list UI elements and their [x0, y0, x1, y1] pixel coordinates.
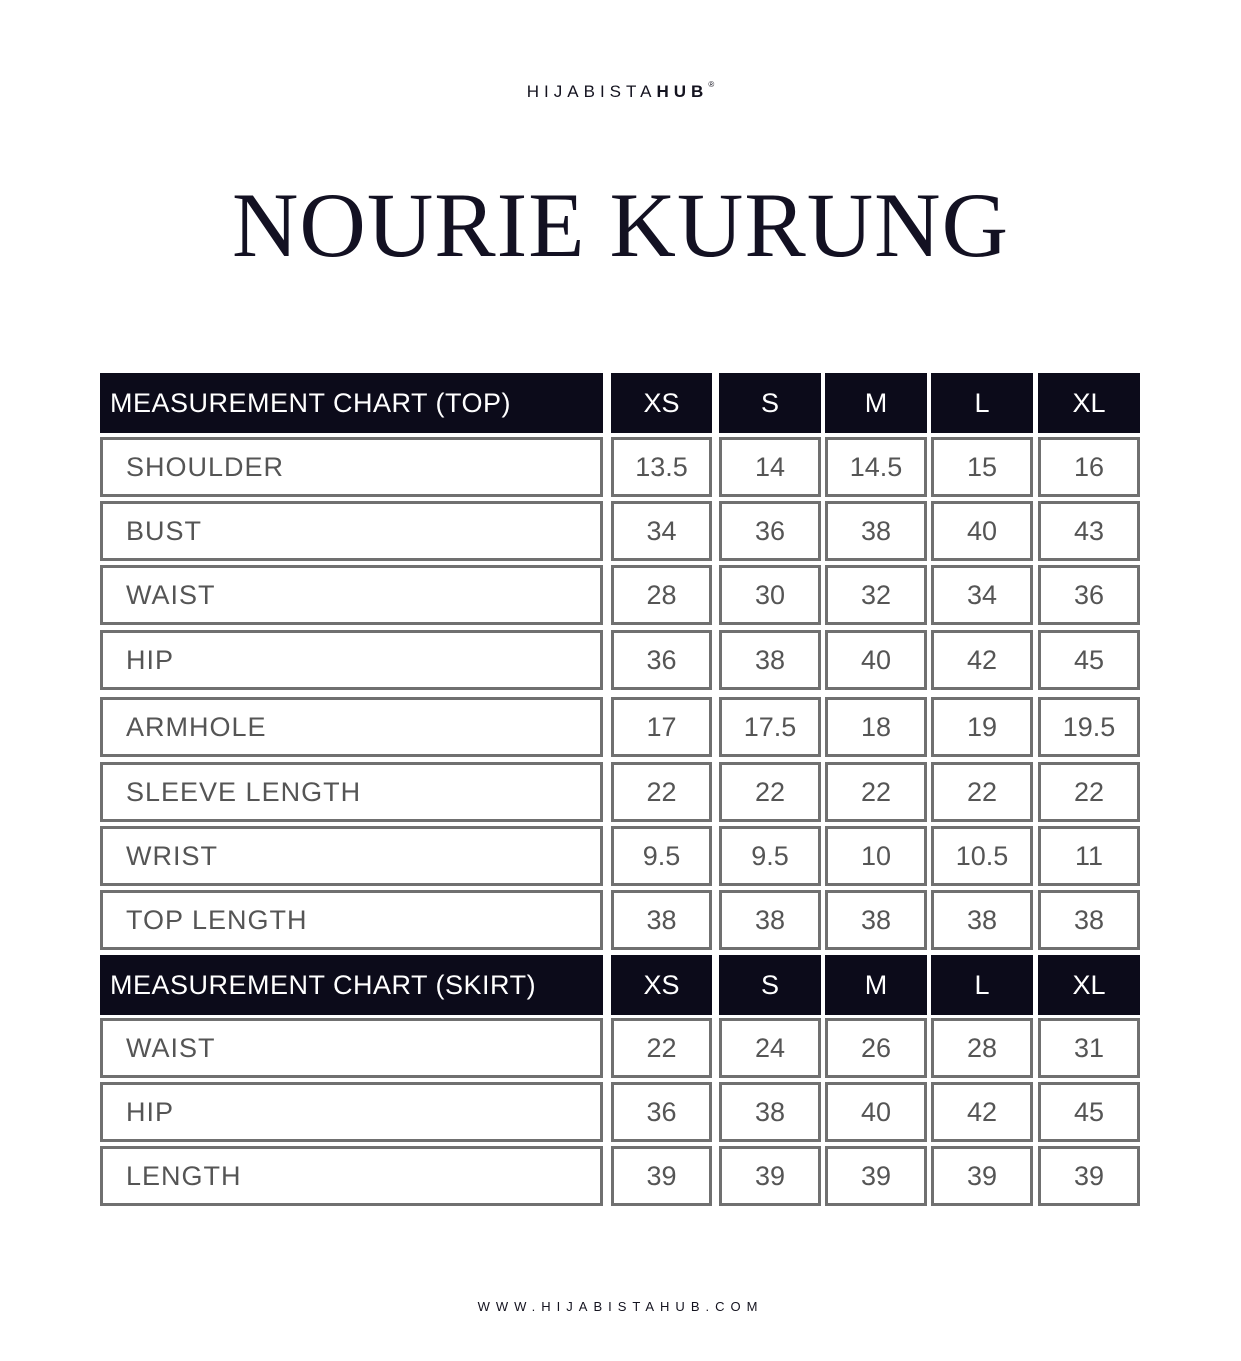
value-cell: 30 [719, 565, 821, 625]
value-cell: 38 [825, 890, 927, 950]
brand-logo-light: HIJABISTA [526, 82, 657, 101]
row-label: WRIST [100, 826, 603, 886]
value-cell: 19.5 [1038, 697, 1140, 757]
value-cell: 38 [719, 630, 821, 690]
value-cell: 43 [1038, 501, 1140, 561]
size-header-xl: XL [1038, 373, 1140, 433]
value-cell: 39 [931, 1146, 1033, 1206]
value-cell: 38 [719, 890, 821, 950]
size-header-xs: XS [611, 373, 712, 433]
value-cell: 22 [719, 762, 821, 822]
value-cell: 24 [719, 1018, 821, 1078]
row-label: TOP LENGTH [100, 890, 603, 950]
value-cell: 40 [825, 630, 927, 690]
value-cell: 16 [1038, 437, 1140, 497]
value-cell: 9.5 [611, 826, 712, 886]
value-cell: 38 [719, 1082, 821, 1142]
website-url: WWW.HIJABISTAHUB.COM [477, 1299, 764, 1314]
size-header-l: L [931, 955, 1033, 1015]
value-cell: 40 [825, 1082, 927, 1142]
value-cell: 11 [1038, 826, 1140, 886]
value-cell: 22 [931, 762, 1033, 822]
size-header-m: M [825, 955, 927, 1015]
size-header-xs: XS [611, 955, 712, 1015]
size-header-l: L [931, 373, 1033, 433]
value-cell: 15 [931, 437, 1033, 497]
row-label: SLEEVE LENGTH [100, 762, 603, 822]
value-cell: 17.5 [719, 697, 821, 757]
value-cell: 31 [1038, 1018, 1140, 1078]
value-cell: 38 [1038, 890, 1140, 950]
value-cell: 18 [825, 697, 927, 757]
value-cell: 14 [719, 437, 821, 497]
registered-mark: ® [708, 80, 715, 89]
size-header-s: S [719, 373, 821, 433]
value-cell: 22 [825, 762, 927, 822]
value-cell: 39 [611, 1146, 712, 1206]
value-cell: 36 [719, 501, 821, 561]
product-title: NOURIE KURUNG [231, 174, 1010, 276]
value-cell: 28 [611, 565, 712, 625]
value-cell: 10.5 [931, 826, 1033, 886]
value-cell: 39 [719, 1146, 821, 1206]
row-label: HIP [100, 1082, 603, 1142]
value-cell: 22 [611, 762, 712, 822]
value-cell: 13.5 [611, 437, 712, 497]
row-label: WAIST [100, 1018, 603, 1078]
value-cell: 34 [611, 501, 712, 561]
value-cell: 9.5 [719, 826, 821, 886]
value-cell: 39 [825, 1146, 927, 1206]
row-label: HIP [100, 630, 603, 690]
value-cell: 17 [611, 697, 712, 757]
top-chart-title: MEASUREMENT CHART (TOP) [100, 373, 603, 433]
skirt-chart-title: MEASUREMENT CHART (SKIRT) [100, 955, 603, 1015]
row-label: ARMHOLE [100, 697, 603, 757]
value-cell: 38 [611, 890, 712, 950]
value-cell: 22 [611, 1018, 712, 1078]
value-cell: 10 [825, 826, 927, 886]
value-cell: 26 [825, 1018, 927, 1078]
size-header-xl: XL [1038, 955, 1140, 1015]
brand-logo-bold: HUB [656, 82, 709, 101]
value-cell: 36 [1038, 565, 1140, 625]
value-cell: 45 [1038, 630, 1140, 690]
value-cell: 38 [931, 890, 1033, 950]
row-label: SHOULDER [100, 437, 603, 497]
value-cell: 39 [1038, 1146, 1140, 1206]
value-cell: 22 [1038, 762, 1140, 822]
value-cell: 36 [611, 1082, 712, 1142]
brand-logo [0, 82, 1241, 102]
value-cell: 34 [931, 565, 1033, 625]
row-label: WAIST [100, 565, 603, 625]
value-cell: 42 [931, 1082, 1033, 1142]
value-cell: 19 [931, 697, 1033, 757]
value-cell: 14.5 [825, 437, 927, 497]
size-header-m: M [825, 373, 927, 433]
value-cell: 38 [825, 501, 927, 561]
value-cell: 40 [931, 501, 1033, 561]
value-cell: 42 [931, 630, 1033, 690]
row-label: BUST [100, 501, 603, 561]
value-cell: 32 [825, 565, 927, 625]
size-header-s: S [719, 955, 821, 1015]
value-cell: 36 [611, 630, 712, 690]
value-cell: 28 [931, 1018, 1033, 1078]
row-label: LENGTH [100, 1146, 603, 1206]
value-cell: 45 [1038, 1082, 1140, 1142]
